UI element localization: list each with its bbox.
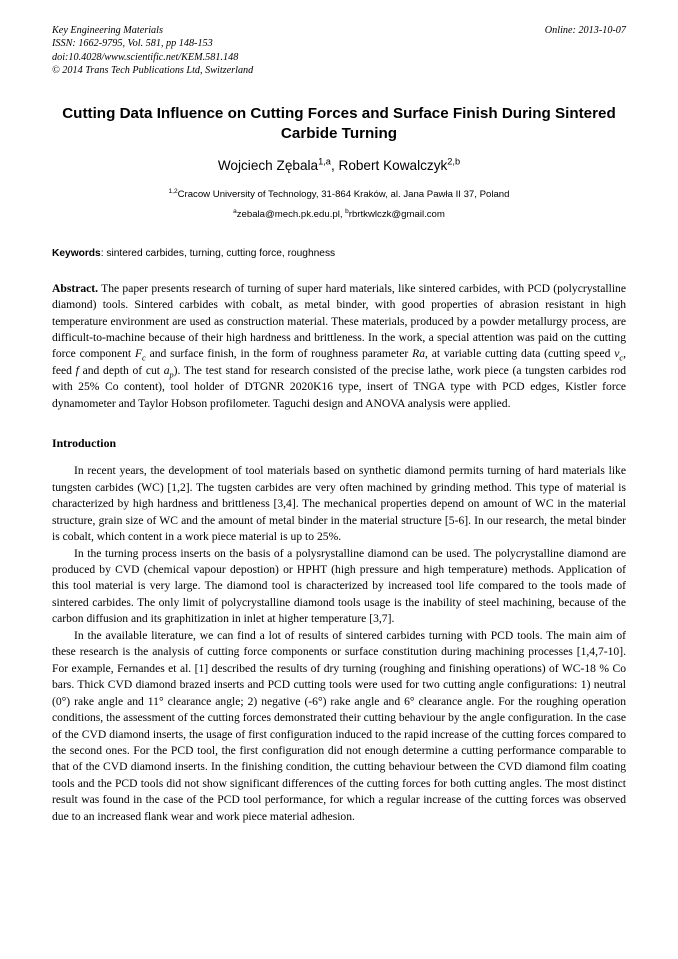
abstract-text-2: and surface finish, in the form of roughness parameter [145,347,413,361]
author-1-name: Wojciech Zębala [217,158,319,174]
symbol-vc-sub: c [619,353,624,363]
symbol-fc-sub: c [142,353,146,363]
symbol-f: f [75,363,79,377]
page-title: Cutting Data Influence on Cutting Forces and Surface Finish During Sintered Carbide Turning [62,104,616,142]
symbol-ap-sub: p [169,370,174,380]
intro-paragraph-3: In the available literature, we can find a lot of results of sintered carbides turning with PCD tools. The main aim of these research is the analysis of cutting force components or surface constitution during machining processes [1,4,7-10]. For example, Fernandes et al. [1] described the results of dry turning (roughing and finishing operations) of WC-18 % Co bars. Thick CVD diamond brazed inserts and PCD cutting tools were used for two cutting angle configurations: 1) neutral (0°) rake angle and 11° clearance angle; 2) negative (-6°) rake angle and 6° clearance angle. For the roughing operation conditions, the assessment of the cutting forces demonstrated their cutting behaviour by the angle configuration. In the case of the CVD diamond inserts, the usage of first configuration induced to the rapid increase of the cutting forces compared to the second ones. For the PCD tool, the first configuration did not enough determine a cutting performance comparable to that of the CVD diamond inserts. In the finishing condition, the cutting behaviour between the CVD diamond film coating tools and the PCD tools did not show significant differences of the cutting forces for both cutting angles. The most distinct result was found in the case of the PCD tool performance, for which a regular increase of the cutting forces was observed due to an increased flank wear and work piece material adhesion. [52,628,626,823]
keywords-text: : sintered carbides, turning, cutting force, roughness [100,247,336,259]
abstract-paragraph [52,281,626,413]
symbol-ap: a [163,363,170,377]
email-a: zebala@mech.pk.edu.pl, [236,208,346,220]
keywords-label: Keywords [52,247,101,259]
intro-paragraph-1: In recent years, the development of tool materials based on synthetic diamond permits turning of hard materials like tungsten carbides (WC) [1,2]. The tugsten carbides are very often machined by grinding method. This type of material is characterized by high hardness and brittleness [3,4]. The mechanical properties depend on amount of WC in the material structure, grain size of WC and the amount of metal binder in the material structure [5-6]. In our research, the metal binder is cobalt, which content in a work piece material is up to 25%. [52,464,626,544]
header-left [52,24,465,78]
doi-line: doi:10.4028/www.scientific.net/KEM.581.148 [52,51,239,63]
abstract-text-4: , feed [52,347,627,377]
copyright-line: © 2014 Trans Tech Publications Ltd, Switzerland [52,65,254,77]
author-1-sup: 1,a [318,156,331,167]
online-date: Online: 2013-10-07 [544,25,626,36]
page-header [52,24,626,78]
author-emails [52,209,626,220]
abstract-text-1: The paper presents research of turning of super hard materials, like sintered carbides, with PCD (polycrystalline diamond) tools. Sintered carbides with cobalt, as metal binder, with good properties of abrasion resistant in high temperature environment are used as construction material. These materials, produced by a powder metallurgy process, are difficult-to-machine because of their high hardness and brittleness. In the work, a special attention was paid on the cutting force component [52,281,626,361]
symbol-ra: Ra [412,347,425,361]
affiliation [52,189,626,200]
symbol-fc: F [134,347,143,361]
issn-line: ISSN: 1662-9795, Vol. 581, pp 148-153 [52,38,213,50]
email-a-sup: a [233,207,237,215]
keywords-line [52,248,626,259]
symbol-vc: v [614,347,620,361]
author-2-name: Robert Kowalczyk [338,158,448,174]
abstract-text-5: and depth of cut [78,363,164,377]
email-b-sup: b [345,207,349,215]
intro-paragraph-2: In the turning process inserts on the basis of a polysrystalline diamond can be used. The polycrystalline diamond are produced by CVD (chemical vapour depostion) or HPHT (high pressure and high temperature) methods. Application of this tool material is very large. The diamond tool is characterized by increased tool life compared to the tools made of sintered carbides. The only limit of polycrystalline diamond tools usage is the inability of steel machining, because of the carbon diffusion and its graphitization in inlet at higher temperature [3,7]. [52,546,626,626]
affiliation-sup: 1,2 [168,187,178,195]
abstract-text-3: , at variable cutting data (cutting speed [425,347,615,361]
author-separator: , [330,158,339,174]
abstract-text-6: ). The test stand for research consisted of the precise lathe, work piece (a tungsten carbides rod with 25% Co content), tool holder of DTGNR 2020K16 type, insert of TNGA type with PCD edges, Kistler force dynamometer and Taylor Hobson profilometer. Taguchi design and ANOVA analysis were applied. [52,363,626,410]
author-list [52,157,626,175]
section-heading-introduction: Introduction [52,436,117,451]
journal-name: Key Engineering Materials [52,25,163,36]
email-b: rbrtkwlczk@gmail.com [348,208,445,220]
affiliation-text: Cracow University of Technology, 31-864 Kraków, al. Jana Pawła II 37, Poland [177,188,510,200]
author-2-sup: 2,b [447,156,461,167]
abstract-label: Abstract. [52,281,99,295]
